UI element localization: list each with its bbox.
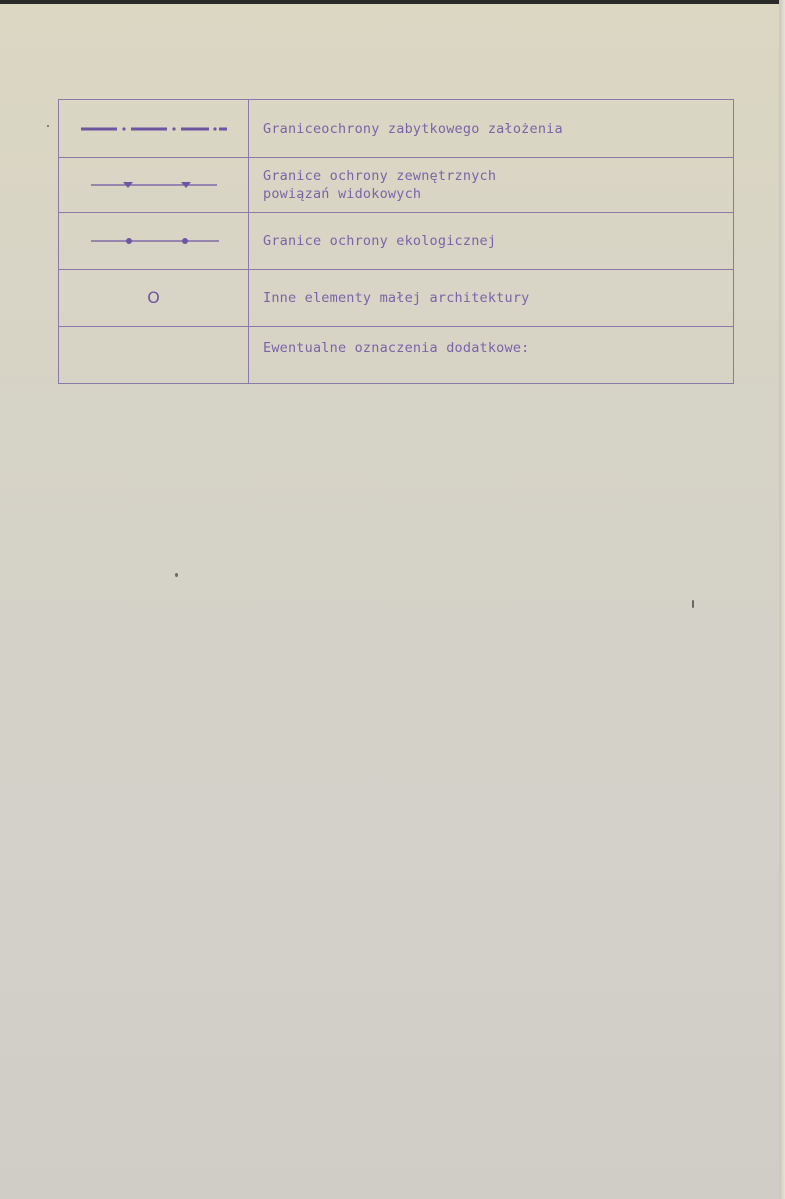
legend-label: Granice ochrony ekologicznej xyxy=(263,232,497,249)
paper-speck xyxy=(47,125,49,127)
legend-symbol-cell xyxy=(59,213,249,269)
legend-row xyxy=(59,158,734,213)
legend-symbol-cell xyxy=(59,269,249,326)
legend-label-cell xyxy=(249,326,734,383)
line-triangle-boundary-icon xyxy=(79,179,229,191)
scan-top-edge xyxy=(0,0,785,4)
paper-speck xyxy=(175,573,178,577)
dash-dot-boundary-icon xyxy=(79,123,229,135)
legend-row xyxy=(59,100,734,158)
legend-label-cell xyxy=(249,269,734,326)
paper-speck xyxy=(692,600,694,608)
legend-symbol-cell xyxy=(59,158,249,213)
legend-label: Inne elementy małej architektury xyxy=(263,289,530,306)
legend-row xyxy=(59,269,734,326)
legend-label-line1: Granice ochrony zewnętrznych xyxy=(263,168,497,185)
legend-label-cell xyxy=(249,100,734,158)
legend-symbol-cell-empty xyxy=(59,326,249,383)
circle-symbol-icon: O xyxy=(147,288,160,308)
legend-label: Graniceochrony zabytkowego założenia xyxy=(263,120,563,137)
legend-table xyxy=(58,99,734,384)
legend-label-cell xyxy=(249,158,734,213)
legend-row xyxy=(59,213,734,269)
legend-symbol-cell xyxy=(59,100,249,158)
line-dot-boundary-icon xyxy=(79,235,229,247)
legend-label: Ewentualne oznaczenia dodatkowe: xyxy=(263,339,530,356)
legend-label-line2: powiązań widokowych xyxy=(263,186,422,203)
legend-label-cell xyxy=(249,213,734,269)
paper-right-edge xyxy=(779,0,785,1199)
legend-row xyxy=(59,326,734,383)
